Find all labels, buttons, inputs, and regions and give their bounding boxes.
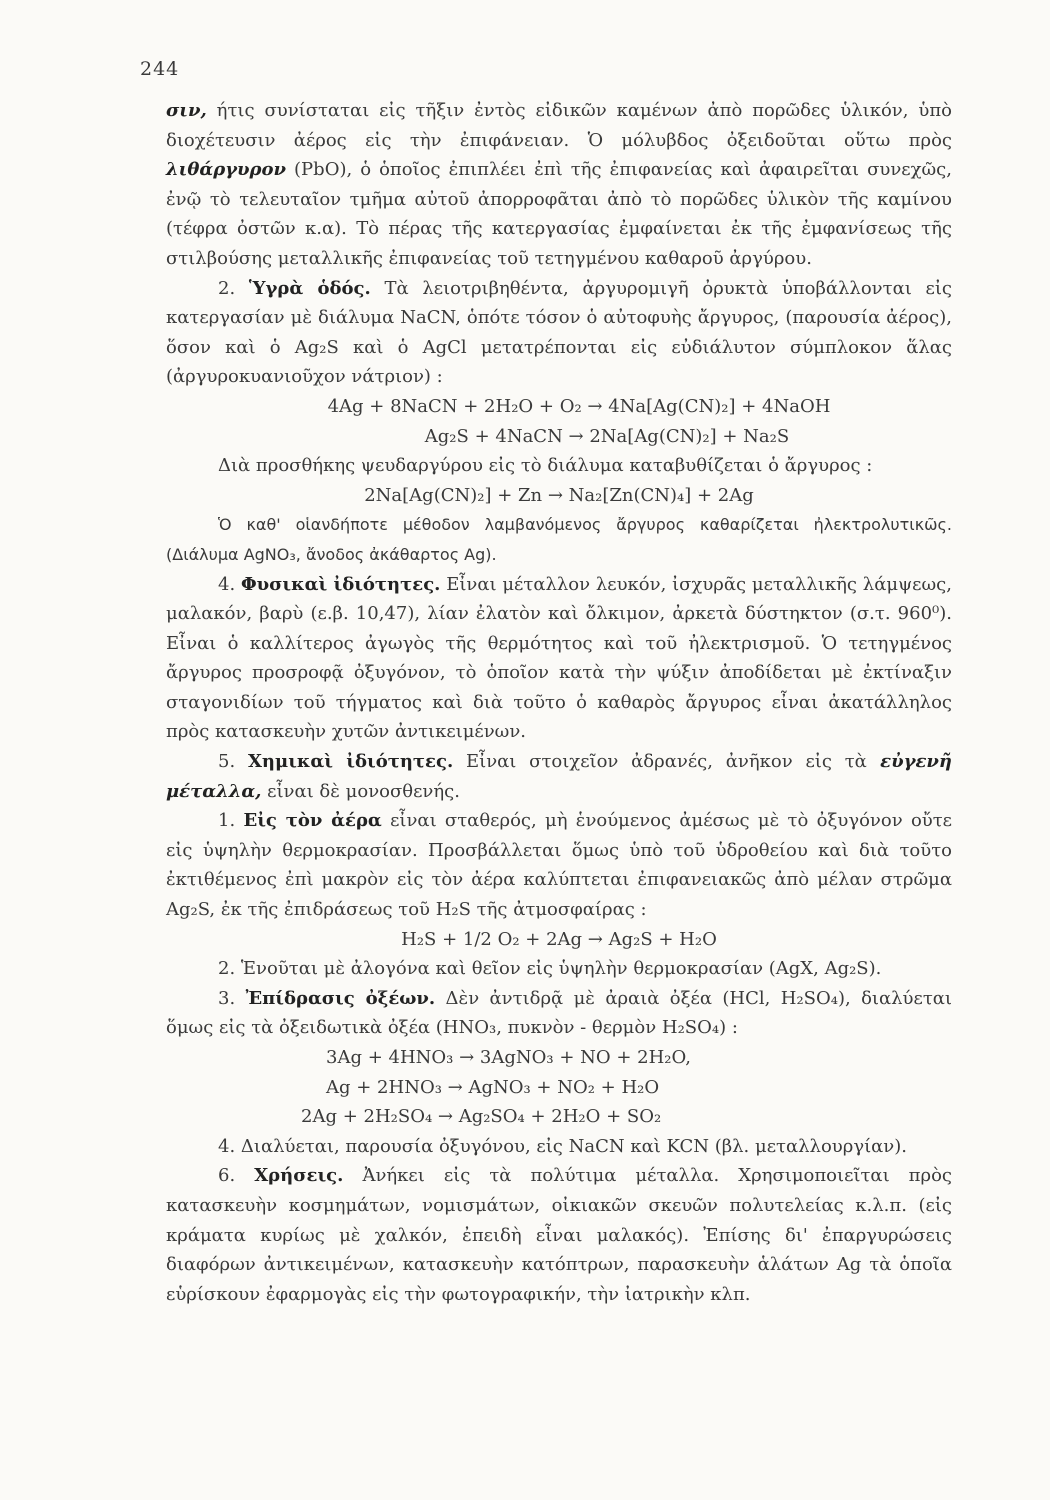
section-uses: 6. Χρήσεις. Ἀνήκει εἰς τὰ πολύτιμα μέταλλα. Χρησιμοποιεῖται πρὸς κατασκευὴν κοσμημάτων, νομισμάτων, οἰκιακῶν σκευῶν πολυτελείας κ.λ.π. (εἰς κράματα κυρίως μὲ χαλκόν, ἐπειδὴ εἶναι μαλακός). Ἐπίσης δι' ἐπαργυρώσεις διαφόρων ἀντικειμένων, κατασκευὴν κατόπτρων, παρασκευὴν ἁλάτων Ag τὰ ὁποῖα εὑρίσκουν ἐφαρμογὰς εἰς τὴν φωτογραφικήν, τὴν ἰατρικὴν κλπ. [166, 1165, 952, 1305]
page-number: 244 [140, 58, 180, 80]
equation-3: 2Na[Ag(CN)₂] + Zn → Na₂[Zn(CN)₄] + 2Ag [364, 484, 754, 506]
item-halogens: 2. Ἑνοῦται μὲ ἀλογόνα καὶ θεῖον εἰς ὑψηλὴν θερμοκρασίαν (AgX, Ag₂S). [218, 958, 882, 980]
equation-4: H₂S + 1/2 O₂ + 2Ag → Ag₂S + H₂O [401, 928, 717, 950]
paragraph-zinc: Διὰ προσθήκης ψευδαργύρου εἰς τὸ διάλυμα καταβυθίζεται ὁ ἄργυρος : [218, 455, 873, 477]
equation-6: Ag + 2HNO₃ → AgNO₃ + NO₂ + H₂O [326, 1076, 660, 1098]
heading-wet-method: Ὑγρὰ ὁδός. [248, 277, 371, 299]
item-cyanide: 4. Διαλύεται, παρουσία ὀξυγόνου, εἰς NaCN καὶ KCN (βλ. μεταλλουργίαν). [218, 1135, 907, 1157]
equation-7: 2Ag + 2H₂SO₄ → Ag₂SO₄ + 2H₂O + SO₂ [301, 1106, 662, 1128]
equation-1: 4Ag + 8NaCN + 2H₂O + O₂ → 4Na[Ag(CN)₂] + 4NaOH [327, 395, 831, 417]
item-air: 1. Εἰς τὸν ἀέρα εἶναι σταθερός, μὴ ἑνούμενος ἀμέσως μὲ τὸ ὀξυγόνον οὔτε εἰς ὑψηλὴν θερμοκρασίαν. Προσβάλλεται ὅμως ὑπὸ τοῦ ὑδροθείου καὶ διὰ τοῦτο ἐκτιθέμενος ἐπὶ μακρὸν εἰς τὸν ἀέρα καλύπτεται ἐπιφανειακῶς ἀπὸ μέλαν στρῶμα Ag₂S, ἐκ τῆς ἐπιδράσεως τοῦ H₂S τῆς ἀτμοσφαίρας : [166, 810, 953, 921]
heading-acids: Ἐπίδρασις ὀξέων. [245, 987, 436, 1009]
item-acids: 3. Ἐπίδρασις ὀξέων. Δὲν ἀντιδρᾷ μὲ ἀραιὰ ὀξέα (HCl, H₂SO₄), διαλύεται ὅμως εἰς τὰ ὀξειδωτικὰ ὀξέα (HNO₃, πυκνὸν - θερμὸν H₂SO₄) : [166, 987, 952, 1039]
section-physical-properties: 4. Φυσικαὶ ἰδιότητες. Εἶναι μέταλλον λευκόν, ἰσχυρᾶς μεταλλικῆς λάμψεως, μαλακόν, βαρὺ (ε.β. 10,47), λίαν ἐλατὸν καὶ ὄλκιμον, ἀρκετὰ δύστηκτον (σ.τ. 960⁰). Εἶναι ὁ καλλίτερος ἀγωγὸς τῆς θερμότητος καὶ τοῦ ἠλεκτρισμοῦ. Ὁ τετηγμένος ἄργυρος προσροφᾷ ὀξυγόνον, τὸ ὁποῖον κατὰ τὴν ψύξιν ἀποδίδεται μὲ ἐκτίναξιν σταγονιδίων τοῦ τήγματος καὶ διὰ τοῦτο ὁ καθαρὸς ἄργυρος εἶναι ἀκατάλληλος πρὸς κατασκευὴν χυτῶν ἀντικειμένων. [166, 573, 952, 743]
heading-uses: Χρήσεις. [254, 1165, 344, 1187]
paragraph-electrolytic: Ὁ καθ' οἱανδήποτε μέθοδον λαμβανόμενος ἄργυρος καθαρίζεται ἠλεκτρολυτικῶς. (Διάλυμα AgNO₃, ἄνοδος ἀκάθαρτος Ag). [166, 515, 952, 564]
paragraph-cupellation: σιν, ήτις συνίσταται εἰς τῆξιν ἐντὸς εἰδικῶν καμένων ἀπὸ πορῶδες ὑλικόν, ὑπὸ διοχέτευσιν ἀέρος εἰς τὴν ἐπιφάνειαν. Ὁ μόλυβδος ὀξειδοῦται οὕτω πρὸς λιθάργυρον (PbO), ὁ ὁποῖος ἐπιπλέει ἐπὶ τῆς ἐπιφανείας καὶ ἀφαιρεῖται συνεχῶς, ἐνῷ τὸ τελευταῖον τμῆμα αὐτοῦ ἀπορροφᾶται ἀπὸ τὸ πορῶδες ὑλικὸν τῆς καμίνου (τέφρα ὀστῶν κ.α). Τὸ πέρας τῆς κατεργασίας ἐμφαίνεται ἐκ τῆς ἐμφανίσεως τῆς στιλβούσης μεταλλικῆς ἐπιφανείας τοῦ τετηγμένου καθαροῦ ἀργύρου. [166, 100, 952, 269]
equation-2: Ag₂S + 4NaCN → 2Na[Ag(CN)₂] + Na₂S [424, 425, 790, 447]
heading-air: Εἰς τὸν ἀέρα [243, 810, 382, 832]
term-sin: σιν, [166, 100, 207, 121]
heading-chemical-properties: Χημικαὶ ἰδιότητες. [247, 751, 454, 773]
term-noble-metals: εὐγενῆ μέταλλα, [166, 751, 952, 802]
term-litharge: λιθάργυρον [166, 159, 286, 181]
equation-5: 3Ag + 4HNO₃ → 3AgNO₃ + NO + 2H₂O, [326, 1047, 691, 1068]
section-chemical-properties: 5. Χημικαὶ ἰδιότητες. Εἶναι στοιχεῖον ἀδρανές, ἀνῆκον εἰς τὰ εὐγενῆ μέταλλα, εἶναι δὲ μονοσθενής. [166, 751, 952, 802]
paragraph-wet-method: 2. Ὑγρὰ ὁδός. Τὰ λειοτριβηθέντα, ἀργυρομιγῆ ὀρυκτὰ ὑποβάλλονται εἰς κατεργασίαν μὲ διάλυμα NaCN, ὁπότε τόσον ὁ αὐτοφυὴς ἄργυρος, (παρουσία ἀέρος), ὅσον καὶ ὁ Ag₂S καὶ ὁ AgCl μετατρέπονται εἰς εὐδιάλυτον σύμπλοκον ἅλας (ἀργυροκυανιοῦχον νάτριον) : [166, 277, 952, 388]
page-body [166, 96, 952, 1309]
heading-physical-properties: Φυσικαὶ ἰδιότητες. [240, 573, 441, 595]
